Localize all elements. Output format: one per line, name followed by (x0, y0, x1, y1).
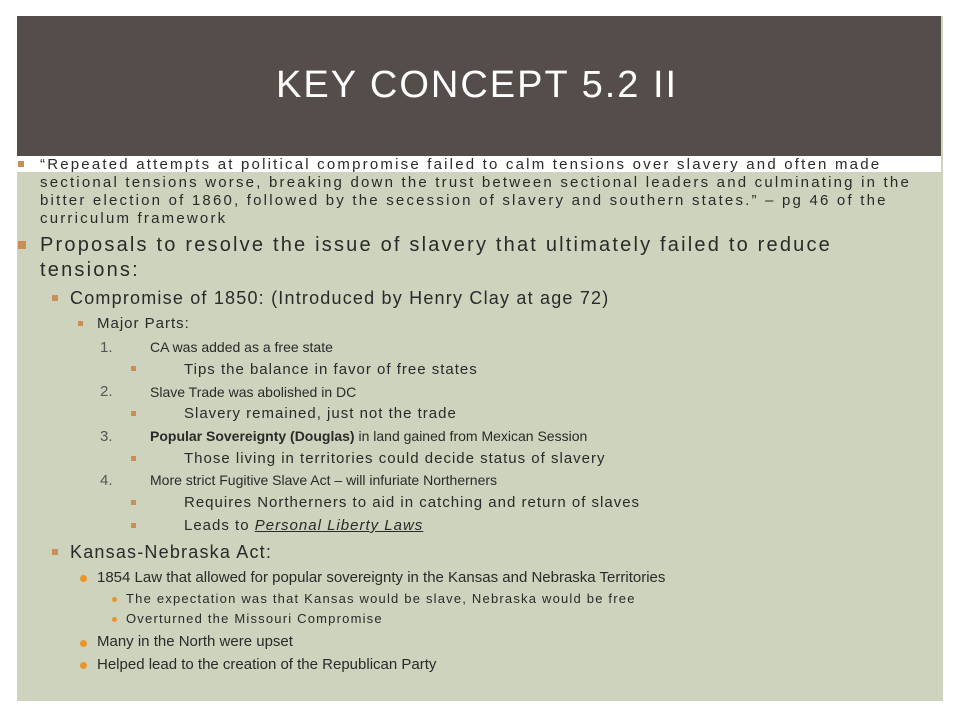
part-subpoint: Tips the balance in favor of free states (184, 361, 478, 378)
square-bullet-icon (18, 241, 26, 249)
part-subpoint-prefix: Leads to (184, 517, 255, 534)
round-bullet-icon (80, 640, 87, 647)
square-bullet-icon (52, 549, 58, 555)
list-number: 3. (100, 428, 113, 445)
part-text: Slave Trade was abolished in DC (150, 384, 357, 400)
personal-liberty-laws-link[interactable]: Personal Liberty Laws (254, 517, 424, 534)
round-bullet-icon (112, 597, 117, 602)
compromise-heading: Compromise of 1850: (Introduced by Henry Clay at age 72) (70, 288, 610, 308)
square-bullet-icon (131, 366, 136, 371)
part-rest-text: in land gained from Mexican Session (354, 428, 588, 444)
kansas-subitem: The expectation was that Kansas would be slave, Nebraska would be free (126, 591, 636, 606)
kansas-item: Helped lead to the creation of the Republican Party (97, 656, 437, 673)
round-bullet-icon (80, 662, 87, 669)
square-bullet-icon (131, 411, 136, 416)
part-subpoint (184, 517, 423, 534)
curriculum-quote: “Repeated attempts at political compromise failed to calm tensions over slavery and often made sectional tensions worse, breaking down the trust between sectional leaders and culminating in the bitter election of 1860, followed by the secession of slavery and southern states.” – pg 46 of the curriculum framework (40, 156, 911, 227)
part-subpoint: Those living in territories could decide status of slavery (184, 450, 606, 467)
round-bullet-icon (112, 617, 117, 622)
kansas-subitem: Overturned the Missouri Compromise (126, 611, 383, 626)
kansas-item: Many in the North were upset (97, 633, 293, 650)
part-subpoint: Slavery remained, just not the trade (184, 405, 457, 422)
list-number: 1. (100, 339, 113, 356)
kansas-item: 1854 Law that allowed for popular sovereignty in the Kansas and Nebraska Territories (97, 569, 666, 586)
proposals-heading: Proposals to resolve the issue of slavery that ultimately failed to reduce tensions: (40, 234, 833, 281)
square-bullet-icon (78, 321, 83, 326)
square-bullet-icon (131, 456, 136, 461)
list-number: 2. (100, 383, 113, 400)
part-subpoint: Requires Northerners to aid in catching and return of slaves (184, 494, 641, 511)
square-bullet-icon (52, 295, 58, 301)
part-text: More strict Fugitive Slave Act – will infuriate Northerners (150, 472, 498, 488)
square-bullet-icon (131, 523, 136, 528)
square-bullet-icon (131, 500, 136, 505)
slide-title: KEY CONCEPT 5.2 II (276, 64, 679, 106)
part-bold-text: Popular Sovereignty (Douglas) (150, 428, 355, 444)
kansas-nebraska-heading: Kansas-Nebraska Act: (70, 542, 273, 562)
part-text (150, 428, 587, 444)
quote-bullet-icon (18, 161, 24, 167)
major-parts-label: Major Parts: (97, 315, 190, 332)
round-bullet-icon (80, 575, 87, 582)
list-number: 4. (100, 472, 113, 489)
part-text: CA was added as a free state (150, 339, 333, 355)
